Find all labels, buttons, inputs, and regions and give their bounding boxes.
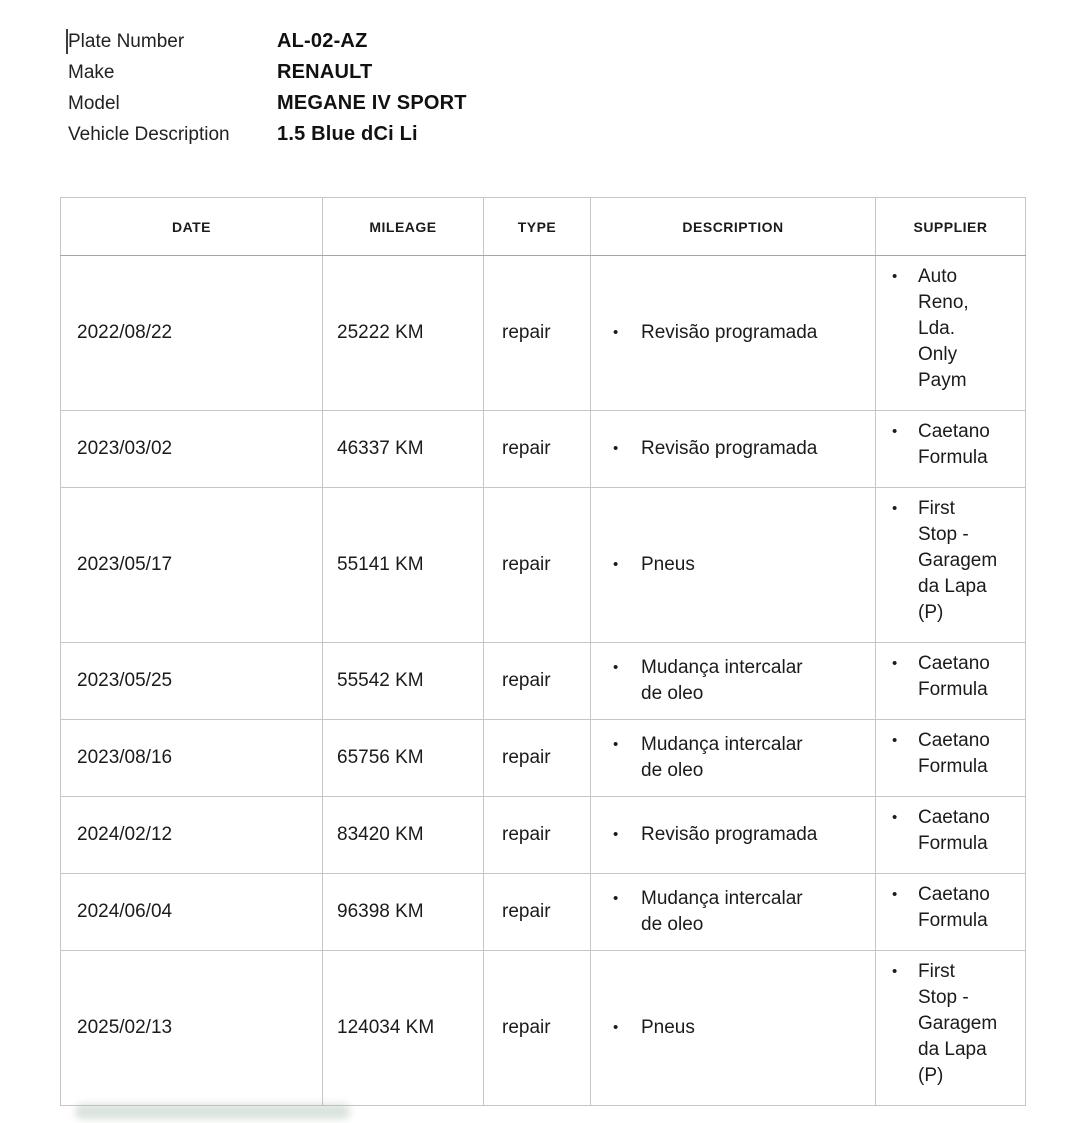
- description-list-item: [611, 1015, 867, 1041]
- table-header: [61, 198, 1026, 256]
- supplier-value: First Stop - Garagem da Lapa (P): [918, 498, 998, 623]
- table-row: [61, 951, 1026, 1106]
- vehicle-info-value: RENAULT: [277, 61, 373, 83]
- description-cell: [591, 488, 876, 643]
- vehicle-info-value: AL-02-AZ: [277, 30, 368, 52]
- date-cell: [61, 951, 323, 1106]
- bullet-icon: •: [613, 659, 619, 676]
- date-value: 2025/02/13: [77, 1017, 173, 1038]
- description-cell: [591, 643, 876, 720]
- vehicle-info-label: Vehicle Description: [68, 123, 230, 145]
- mileage-value: 25222 KM: [337, 322, 424, 343]
- description-value: Pneus: [641, 1017, 695, 1038]
- date-cell: [61, 874, 323, 951]
- column-header: TYPE: [484, 198, 591, 256]
- description-value: Revisão programada: [641, 824, 818, 845]
- type-cell: [484, 874, 591, 951]
- description-value: Revisão programada: [641, 322, 818, 343]
- supplier-list-item: [890, 882, 1019, 934]
- bullet-icon: •: [892, 500, 898, 517]
- date-cell: [61, 411, 323, 488]
- date-cell: [61, 256, 323, 411]
- type-cell: [484, 256, 591, 411]
- type-value: repair: [502, 438, 551, 459]
- description-cell: [591, 720, 876, 797]
- type-cell: [484, 488, 591, 643]
- bullet-icon: •: [613, 826, 619, 843]
- bullet-icon: •: [892, 423, 898, 440]
- bullet-icon: •: [892, 732, 898, 749]
- supplier-value: First Stop - Garagem da Lapa (P): [918, 961, 998, 1086]
- vehicle-info-value: MEGANE IV SPORT: [277, 92, 467, 114]
- description-cell: [591, 951, 876, 1106]
- mileage-value: 124034 KM: [337, 1017, 435, 1038]
- table-row: [61, 720, 1026, 797]
- vehicle-info-row: [68, 26, 467, 57]
- bullet-icon: •: [613, 1019, 619, 1036]
- supplier-cell: [876, 411, 1026, 488]
- bullet-icon: •: [892, 809, 898, 826]
- date-cell: [61, 797, 323, 874]
- mileage-value: 83420 KM: [337, 824, 424, 845]
- supplier-list-item: [890, 728, 1019, 780]
- mileage-value: 55141 KM: [337, 554, 424, 575]
- description-value: Mudança intercalar de oleo: [641, 657, 803, 704]
- mileage-value: 46337 KM: [337, 438, 424, 459]
- supplier-cell: [876, 643, 1026, 720]
- column-header: DESCRIPTION: [591, 198, 876, 256]
- description-list-item: [611, 552, 867, 578]
- mileage-cell: [323, 488, 484, 643]
- bullet-icon: •: [613, 440, 619, 457]
- date-value: 2023/03/02: [77, 438, 173, 459]
- supplier-value: Auto Reno, Lda. Only Paym: [918, 266, 969, 391]
- mileage-cell: [323, 643, 484, 720]
- type-value: repair: [502, 747, 551, 768]
- vehicle-info-value: 1.5 Blue dCi Li: [277, 123, 418, 145]
- bullet-icon: •: [613, 890, 619, 907]
- vehicle-info-row: [68, 119, 467, 150]
- date-value: 2023/05/25: [77, 670, 173, 691]
- type-cell: [484, 797, 591, 874]
- service-history-table: [60, 197, 1026, 1106]
- bullet-icon: •: [892, 268, 898, 285]
- type-value: repair: [502, 554, 551, 575]
- description-cell: [591, 411, 876, 488]
- bullet-icon: •: [613, 556, 619, 573]
- date-cell: [61, 488, 323, 643]
- date-value: 2024/06/04: [77, 901, 173, 922]
- description-list-item: [611, 655, 867, 707]
- table-row: [61, 411, 1026, 488]
- supplier-list-item: [890, 805, 1019, 857]
- supplier-cell: [876, 720, 1026, 797]
- date-value: 2022/08/22: [77, 322, 173, 343]
- type-cell: [484, 720, 591, 797]
- bullet-icon: •: [892, 655, 898, 672]
- type-cell: [484, 411, 591, 488]
- description-value: Pneus: [641, 554, 695, 575]
- table-header-row: [61, 198, 1026, 256]
- description-cell: [591, 797, 876, 874]
- supplier-cell: [876, 874, 1026, 951]
- date-value: 2023/08/16: [77, 747, 173, 768]
- column-header: DATE: [61, 198, 323, 256]
- supplier-value: Caetano Formula: [918, 807, 990, 854]
- supplier-list-item: [890, 419, 1019, 471]
- description-cell: [591, 256, 876, 411]
- mileage-value: 55542 KM: [337, 670, 424, 691]
- description-list-item: [611, 822, 867, 848]
- vehicle-info-label: Make: [68, 61, 115, 83]
- vehicle-info-row: [68, 88, 467, 119]
- supplier-cell: [876, 488, 1026, 643]
- bullet-icon: •: [613, 324, 619, 341]
- description-list-item: [611, 320, 867, 346]
- table-row: [61, 488, 1026, 643]
- supplier-value: Caetano Formula: [918, 421, 990, 468]
- table-row: [61, 874, 1026, 951]
- date-value: 2024/02/12: [77, 824, 173, 845]
- type-cell: [484, 951, 591, 1106]
- vehicle-info-label: Plate Number: [68, 30, 185, 52]
- supplier-value: Caetano Formula: [918, 730, 990, 777]
- description-cell: [591, 874, 876, 951]
- vehicle-info-label: Model: [68, 92, 120, 114]
- mileage-cell: [323, 720, 484, 797]
- table-row: [61, 797, 1026, 874]
- vehicle-info: [68, 26, 467, 150]
- faded-watermark: [75, 1104, 350, 1119]
- type-value: repair: [502, 901, 551, 922]
- description-value: Revisão programada: [641, 438, 818, 459]
- supplier-list-item: [890, 651, 1019, 703]
- description-list-item: [611, 436, 867, 462]
- table-body: [61, 256, 1026, 1106]
- mileage-cell: [323, 797, 484, 874]
- type-cell: [484, 643, 591, 720]
- vehicle-info-row: [68, 57, 467, 88]
- description-value: Mudança intercalar de oleo: [641, 888, 803, 935]
- date-value: 2023/05/17: [77, 554, 173, 575]
- date-cell: [61, 720, 323, 797]
- date-cell: [61, 643, 323, 720]
- supplier-value: Caetano Formula: [918, 884, 990, 931]
- column-header: SUPPLIER: [876, 198, 1026, 256]
- supplier-list-item: [890, 496, 1019, 626]
- mileage-cell: [323, 411, 484, 488]
- description-list-item: [611, 732, 867, 784]
- description-list-item: [611, 886, 867, 938]
- table-row: [61, 643, 1026, 720]
- supplier-cell: [876, 797, 1026, 874]
- mileage-value: 96398 KM: [337, 901, 424, 922]
- type-value: repair: [502, 670, 551, 691]
- type-value: repair: [502, 322, 551, 343]
- supplier-cell: [876, 256, 1026, 411]
- bullet-icon: •: [892, 963, 898, 980]
- description-value: Mudança intercalar de oleo: [641, 734, 803, 781]
- mileage-cell: [323, 874, 484, 951]
- bullet-icon: •: [613, 736, 619, 753]
- supplier-cell: [876, 951, 1026, 1106]
- table-row: [61, 256, 1026, 411]
- bullet-icon: •: [892, 886, 898, 903]
- mileage-cell: [323, 951, 484, 1106]
- mileage-cell: [323, 256, 484, 411]
- supplier-list-item: [890, 264, 1019, 394]
- mileage-value: 65756 KM: [337, 747, 424, 768]
- supplier-list-item: [890, 959, 1019, 1089]
- type-value: repair: [502, 824, 551, 845]
- type-value: repair: [502, 1017, 551, 1038]
- supplier-value: Caetano Formula: [918, 653, 990, 700]
- column-header: MILEAGE: [323, 198, 484, 256]
